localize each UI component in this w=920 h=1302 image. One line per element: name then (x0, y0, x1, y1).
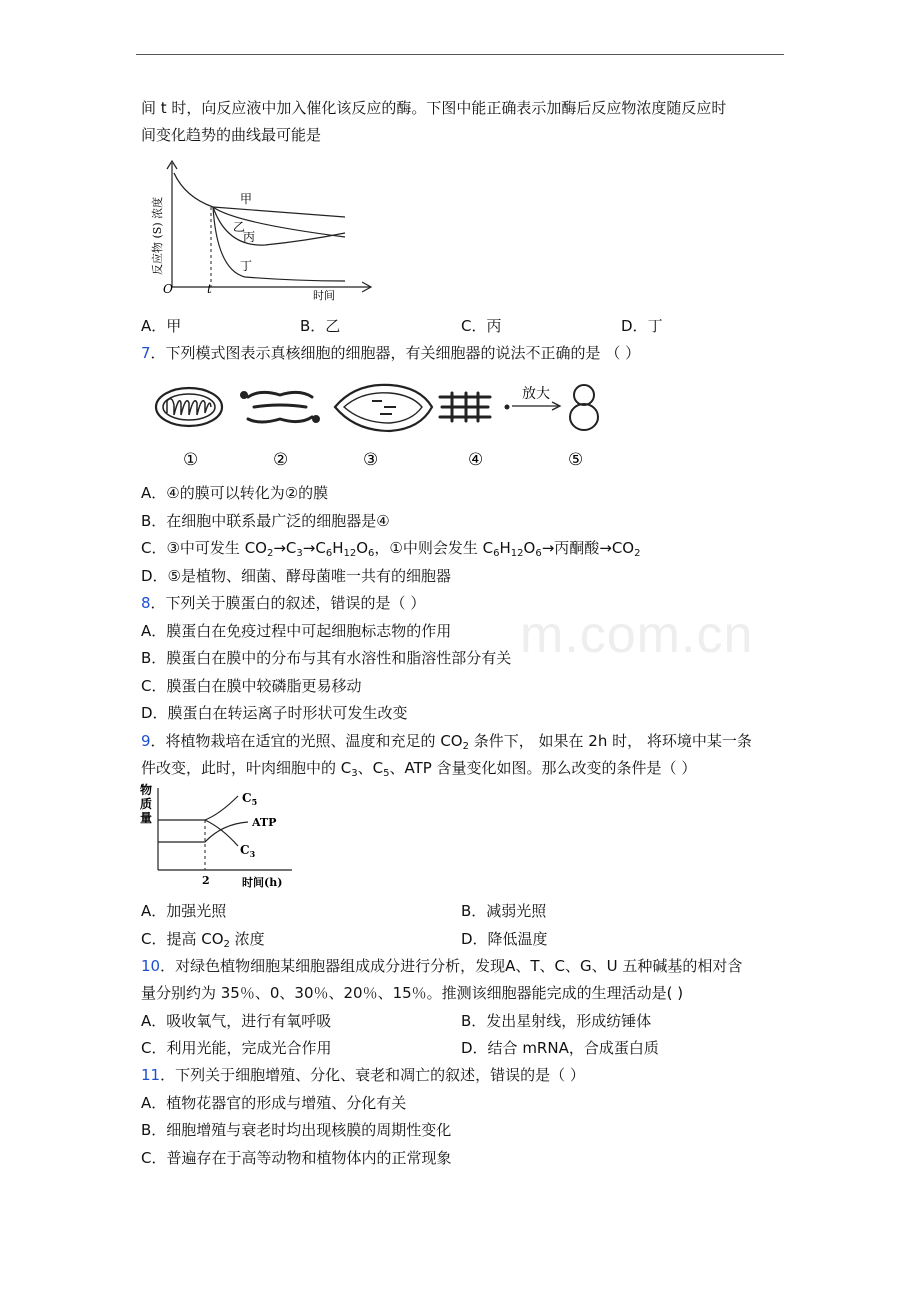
fig9-xlabel: 时间(h) (242, 876, 283, 889)
q10-option-a[interactable]: A．吸收氧气，进行有氧呼吸 (141, 1012, 332, 1030)
subscript: 5 (383, 768, 390, 779)
q7-option-b[interactable]: B．在细胞中联系最广泛的细胞器是④ (141, 512, 390, 530)
q9-option-d[interactable]: D．降低温度 (461, 930, 548, 948)
q10-stem-line1 (141, 956, 742, 976)
q9-stem-text: ．将植物栽培在适宜的光照、温度和充足的 CO (150, 732, 463, 750)
fig-origin-label: O (163, 282, 173, 296)
q6-option-letter: D． (621, 317, 648, 335)
q6-option-b[interactable] (300, 316, 340, 336)
q9-stem-text: 件改变，此时，叶肉细胞中的 C (141, 759, 352, 777)
chloroplast-shape (335, 385, 432, 431)
q9-c-text: 浓度 (229, 930, 265, 948)
organelle-label-5: ⑤ (568, 450, 584, 470)
fig-xaxis-label: 时间 (313, 289, 335, 302)
enlarge-label: 放大 (522, 386, 550, 402)
q7-organelle-figure (150, 375, 620, 470)
q6-option-letter: A． (141, 317, 167, 335)
subscript: 2 (223, 939, 230, 950)
q7-option-a[interactable]: A．④的膜可以转化为②的膜 (141, 484, 329, 502)
fig-curve-label-yi: 乙 (233, 220, 246, 234)
fig9-tick-2: 2 (202, 874, 210, 887)
q6-option-a[interactable] (141, 316, 181, 336)
q10-option-b[interactable]: B．发出星射线，形成纺锤体 (461, 1012, 652, 1030)
ribosome-dot (505, 405, 510, 410)
q8-number: 8 (141, 594, 151, 612)
q11-option-c[interactable]: C．普遍存在于高等动物和植物体内的正常现象 (141, 1149, 452, 1167)
q9-stem-text: 、ATP 含量变化如图。那么改变的条件是（ ） (389, 759, 697, 777)
q6-option-letter: B． (300, 317, 326, 335)
q9-option-b[interactable]: B．减弱光照 (461, 902, 547, 920)
subscript: 6 (325, 548, 333, 559)
q6-option-c[interactable] (461, 316, 502, 336)
organelle-label-1: ① (183, 450, 199, 470)
fig-yaxis-label: 反应物 (S) 浓度 (151, 196, 164, 275)
er-shape (440, 393, 490, 421)
q8-option-d[interactable]: D．膜蛋白在转运离子时形状可发生改变 (141, 704, 408, 722)
mitochondrion-shape (156, 388, 222, 426)
q11-option-a[interactable]: A．植物花器官的形成与增殖、分化有关 (141, 1094, 407, 1112)
organelle-label-4: ④ (468, 450, 484, 470)
q7-stem-text: ．下列模式图表示真核细胞的细胞器，有关细胞器的说法不正确的是 （ ） (150, 344, 641, 362)
q7-c-text: C．③中可发生 CO (141, 539, 267, 557)
q8-stem (141, 593, 425, 613)
q10-stem-line2: 量分别约为 35％、0、30％、20％、15％。推测该细胞器能完成的生理活动是( ) (141, 984, 684, 1002)
q10-stem-text: ．对绿色植物细胞某细胞器组成成分进行分析，发现A、T、C、G、U 五种碱基的相对含 (160, 957, 743, 975)
subscript: 3 (296, 548, 303, 559)
subscript: 12 (510, 548, 524, 559)
subscript: 12 (343, 548, 357, 559)
header-rule (136, 54, 784, 55)
q6-option-text: 丙 (486, 317, 502, 335)
q7-c-text: ，①中则会发生 C (374, 539, 494, 557)
q6-option-d[interactable] (621, 316, 663, 336)
q8-stem-text: ．下列关于膜蛋白的叙述，错误的是（ ） (150, 594, 426, 612)
fig-curve-label-ding: 丁 (240, 259, 253, 273)
subscript: 2 (266, 548, 274, 559)
q7-stem (141, 343, 640, 363)
organelle-label-3: ③ (363, 450, 379, 470)
q10-option-d[interactable]: D．结合 mRNA，合成蛋白质 (461, 1039, 659, 1057)
q6-stem-line2: 间变化趋势的曲线最可能是 (141, 126, 322, 144)
q6-option-text: 甲 (166, 317, 182, 335)
subscript: 2 (634, 548, 641, 559)
fig9-atp-label: ATP (252, 816, 277, 829)
fig9-ylabel-1: 物 (140, 783, 153, 797)
q7-option-c[interactable]: C．③中可发生 $CO_2\to C_3\to C_6H_{12}O_6$，①中则会发生 $C_6H_{12}O_6\to$丙酮酸$\to CO_2$ (141, 539, 641, 559)
q9-stem-line2 (141, 758, 696, 778)
fig-curve-label-bing: 丙 (243, 230, 256, 244)
q7-option-d[interactable]: D．⑤是植物、细菌、酵母菌唯一共有的细胞器 (141, 567, 451, 585)
q8-option-b[interactable]: B．膜蛋白在膜中的分布与其有水溶性和脂溶性部分有关 (141, 649, 512, 667)
fig-curve-label-jia: 甲 (240, 192, 253, 206)
q11-number: 11 (141, 1066, 161, 1084)
q11-stem-text: ．下列关于细胞增殖、分化、衰老和凋亡的叙述，错误的是（ ） (160, 1066, 585, 1084)
q9-option-c[interactable] (141, 929, 265, 949)
fig9-ylabel-3: 量 (140, 811, 153, 825)
q11-option-b[interactable]: B．细胞增殖与衰老时均出现核膜的周期性变化 (141, 1121, 452, 1139)
q9-stem-text: 条件下， 如果在 2h 时， 将环境中某一条 (468, 732, 752, 750)
fig9-ylabel-2: 质 (140, 797, 153, 811)
organelle-label-2: ② (273, 450, 289, 470)
q9-figure-content-curves (140, 782, 300, 892)
fig-t-label: t (207, 282, 212, 296)
q6-figure-enzyme-curves (145, 155, 375, 305)
q9-stem-line1 (141, 731, 752, 751)
ribosome-shape (570, 385, 598, 430)
q9-stem-text: 、C (357, 759, 384, 777)
q8-option-c[interactable]: C．膜蛋白在膜中较磷脂更易移动 (141, 677, 362, 695)
q10-number: 10 (141, 957, 161, 975)
q9-option-a[interactable]: A．加强光照 (141, 902, 227, 920)
subscript: 2 (462, 741, 469, 752)
fig9-c5-label: $C_5$ (242, 791, 258, 807)
q6-option-text: 丁 (647, 317, 663, 335)
subscript: 3 (351, 768, 358, 779)
subscript: 6 (493, 548, 500, 559)
q9-number: 9 (141, 732, 151, 750)
q7-c-text: →丙酮酸→CO (541, 539, 635, 557)
watermark: m.com.cn (520, 606, 754, 664)
q10-option-c[interactable]: C．利用光能，完成光合作用 (141, 1039, 332, 1057)
q8-option-a[interactable]: A．膜蛋白在免疫过程中可起细胞标志物的作用 (141, 622, 452, 640)
q9-c-text: C．提高 CO (141, 930, 224, 948)
q6-stem-line1: 间 t 时，向反应液中加入催化该反应的酶。下图中能正确表示加酶后反应物浓度随反应时 (141, 99, 727, 117)
subscript: 6 (535, 548, 542, 559)
subscript: 6 (368, 548, 375, 559)
q11-stem (141, 1065, 585, 1085)
golgi-shape (242, 392, 319, 422)
q6-option-text: 乙 (325, 317, 341, 335)
q7-number: 7 (141, 344, 151, 362)
q6-option-letter: C． (461, 317, 487, 335)
fig9-c3-label: $C_3$ (240, 843, 256, 859)
